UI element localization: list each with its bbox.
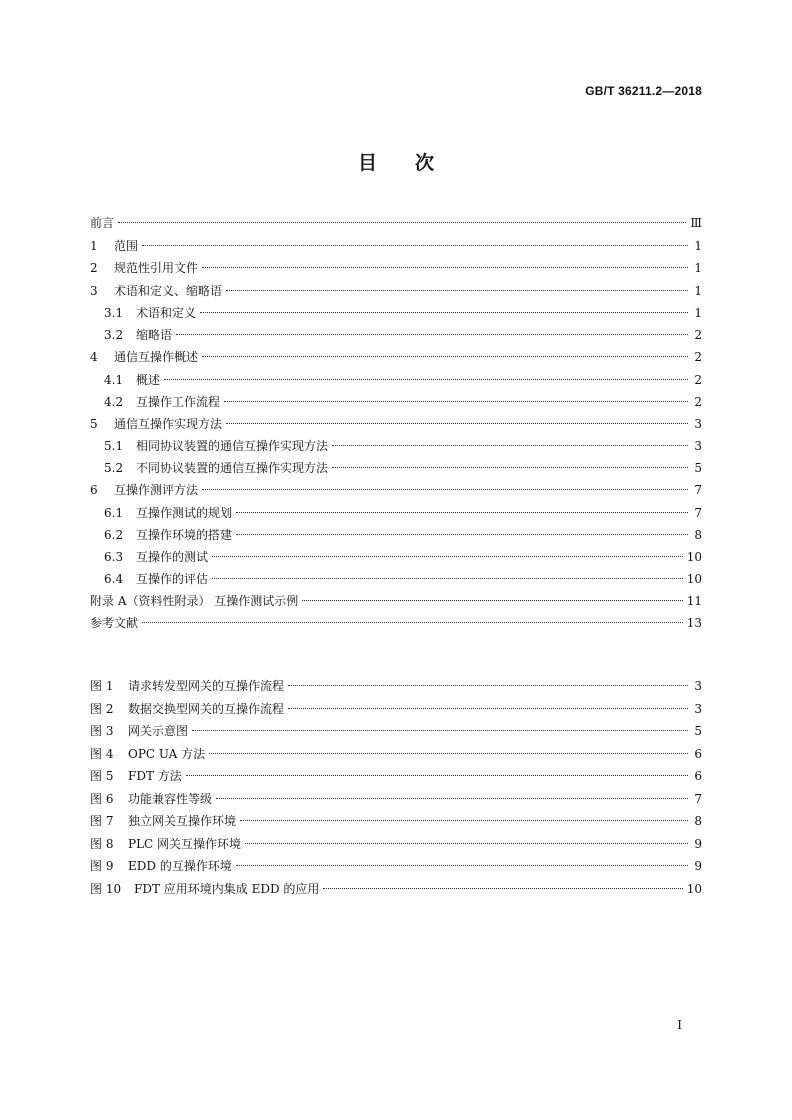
- dot-leader: [236, 534, 688, 535]
- toc-entry-number: 2: [90, 261, 98, 275]
- toc-entry-label: 规范性引用文件: [114, 261, 199, 275]
- dot-leader: [118, 222, 686, 223]
- toc-entry[interactable]: [90, 435, 702, 457]
- figure-entry[interactable]: [90, 765, 702, 788]
- figure-entry[interactable]: [90, 810, 702, 833]
- toc-entry-label: 前言: [90, 216, 115, 230]
- dot-leader: [236, 865, 688, 866]
- figure-entry[interactable]: [90, 855, 702, 878]
- toc-entry-label: 不同协议装置的通信互操作实现方法: [136, 461, 329, 475]
- toc-entry-page: 11: [686, 593, 702, 608]
- toc-entry[interactable]: [90, 235, 702, 258]
- toc-entry-number: 图 9: [90, 859, 114, 873]
- figure-entry[interactable]: [90, 743, 702, 766]
- toc-entry-number: 5: [90, 416, 98, 431]
- toc-entry-page: 6: [694, 769, 702, 783]
- toc-entry-number: 图 2: [90, 701, 114, 716]
- toc-entry-number: 4.2: [104, 394, 124, 409]
- dot-leader: [212, 556, 683, 557]
- toc-entry-number: 4.1: [104, 372, 124, 387]
- toc-entry-page: 8: [694, 814, 702, 828]
- toc-entry-page: 9: [694, 859, 702, 873]
- toc-entry-page: 1: [694, 238, 702, 253]
- toc-entry-number: 5.1: [104, 439, 124, 453]
- toc-entry-label: 范围: [114, 238, 139, 253]
- toc-entry-page: 2: [694, 372, 702, 387]
- toc-entry[interactable]: [90, 257, 702, 280]
- dot-leader: [288, 708, 688, 709]
- dot-leader: [332, 445, 688, 446]
- dot-leader: [200, 312, 688, 313]
- toc-entry-label: 术语和定义、缩略语: [114, 283, 223, 298]
- figure-list: [90, 675, 702, 900]
- toc-entry-label: 通信互操作实现方法: [114, 416, 223, 431]
- dot-leader: [164, 379, 688, 380]
- toc-entry-label: OPC UA 方法: [128, 746, 206, 761]
- toc-entry[interactable]: [90, 612, 702, 635]
- toc-entry-number: 图 4: [90, 746, 114, 761]
- toc-entry-page: 10: [686, 549, 702, 564]
- toc-entry-number: 图 7: [90, 814, 114, 828]
- figure-entry[interactable]: [90, 833, 702, 856]
- toc-entry-page: 7: [694, 505, 702, 520]
- toc-entry-number: 图 3: [90, 724, 114, 738]
- standard-code: GB/T 36211.2—2018: [585, 84, 702, 98]
- toc-entry[interactable]: [90, 212, 702, 235]
- figure-entry[interactable]: [90, 720, 702, 743]
- figure-entry[interactable]: [90, 788, 702, 811]
- toc-entry[interactable]: [90, 324, 702, 346]
- figure-entry[interactable]: [90, 878, 702, 901]
- dot-leader: [202, 267, 688, 268]
- toc-entry-number: 3.1: [104, 306, 124, 320]
- toc-entry-page: 1: [694, 283, 702, 298]
- dot-leader: [209, 753, 688, 754]
- dot-leader: [323, 888, 682, 889]
- figure-entry[interactable]: [90, 698, 702, 721]
- dot-leader: [176, 334, 688, 335]
- toc-entry[interactable]: [90, 346, 702, 369]
- toc-entry-page: 2: [694, 350, 702, 364]
- toc-entry-label: 请求转发型网关的互操作流程: [128, 679, 285, 693]
- toc-entry-number: 1: [90, 238, 98, 253]
- toc-entry-label: 相同协议装置的通信互操作实现方法: [136, 439, 329, 453]
- toc-entry-page: 3: [694, 679, 702, 693]
- toc-entry-page: 1: [694, 306, 702, 320]
- toc-entry-page: 10: [686, 881, 702, 896]
- dot-leader: [202, 489, 688, 490]
- toc-entry-page: 5: [694, 461, 702, 475]
- toc-entry-label: 术语和定义: [136, 306, 197, 320]
- toc-entry-label: 参考文献: [90, 616, 139, 630]
- toc-entry-page: 9: [694, 836, 702, 851]
- toc-entry-number: 5.2: [104, 461, 124, 475]
- toc-entry-number: 图 10: [90, 881, 122, 896]
- dot-leader: [332, 467, 688, 468]
- toc-entry-label: 互操作测评方法: [114, 483, 199, 497]
- toc-entry[interactable]: [90, 280, 702, 303]
- toc-entry-number: 6.1: [104, 505, 124, 520]
- toc-entry-number: 6.2: [104, 527, 124, 542]
- dot-leader: [186, 775, 688, 776]
- toc-entry-page: 1: [694, 261, 702, 275]
- toc-entry-number: 6.3: [104, 549, 124, 564]
- footer-page-number: I: [677, 1018, 682, 1032]
- toc-entry-number: 4: [90, 350, 98, 364]
- toc-entry-label: 互操作工作流程: [136, 394, 221, 409]
- dot-leader: [212, 578, 683, 579]
- toc-entry-page: 13: [686, 616, 702, 630]
- toc-entry[interactable]: [90, 502, 702, 524]
- toc-entry-label: 独立网关互操作环境: [128, 814, 237, 828]
- title-char-1: 目: [357, 152, 377, 174]
- dot-leader: [216, 798, 688, 799]
- toc-entry-number: 图 5: [90, 769, 114, 783]
- toc-entry[interactable]: [90, 369, 702, 391]
- toc-entry[interactable]: [90, 546, 702, 568]
- dot-leader: [192, 730, 688, 731]
- toc-entry-page: 2: [694, 328, 702, 342]
- toc-entry-number: 6.4: [104, 571, 124, 586]
- toc-entry-number: 3.2: [104, 328, 124, 342]
- toc-entry-label: 数据交换型网关的互操作流程: [128, 701, 285, 716]
- toc-entry-label: PLC 网关互操作环境: [128, 836, 242, 851]
- toc-entry-label: EDD 的互操作环境: [128, 859, 232, 873]
- toc-entry-label: FDT 应用环境内集成 EDD 的应用: [134, 881, 320, 896]
- toc-entry[interactable]: [90, 391, 702, 413]
- toc-entry-page: 8: [694, 527, 702, 542]
- toc-entry-number: 图 6: [90, 791, 114, 806]
- toc-entry-page: 10: [686, 571, 702, 586]
- toc-entry-label: 互操作的评估: [136, 571, 209, 586]
- toc-entry-page: 7: [694, 791, 702, 806]
- toc-entry-page: 5: [694, 724, 702, 738]
- dot-leader: [226, 423, 688, 424]
- dot-leader: [142, 245, 688, 246]
- toc-entry[interactable]: [90, 524, 702, 546]
- toc-entry-label: 互操作测试的规划: [136, 505, 233, 520]
- figure-entry[interactable]: [90, 675, 702, 698]
- toc-entry[interactable]: [90, 479, 702, 502]
- toc-entry-label: 缩略语: [136, 328, 173, 342]
- dot-leader: [202, 356, 688, 357]
- toc-entry-number: 3: [90, 283, 98, 298]
- toc-entry-label: 网关示意图: [128, 724, 189, 738]
- toc-entry-label: 互操作的测试: [136, 549, 209, 564]
- toc-entry[interactable]: [90, 413, 702, 436]
- dot-leader: [288, 685, 688, 686]
- table-of-contents: [90, 212, 702, 635]
- toc-entry-label: 功能兼容性等级: [128, 791, 213, 806]
- toc-entry-label: 通信互操作概述: [114, 350, 199, 364]
- toc-entry-label: 互操作环境的搭建: [136, 527, 233, 542]
- toc-entry-number: 6: [90, 483, 98, 497]
- page-title: [0, 148, 792, 175]
- toc-entry[interactable]: [90, 302, 702, 324]
- toc-entry-number: 图 1: [90, 679, 114, 693]
- dot-leader: [226, 290, 688, 291]
- toc-entry-label: 概述: [136, 372, 161, 387]
- toc-entry[interactable]: [90, 590, 702, 613]
- toc-entry-page: 2: [694, 394, 702, 409]
- toc-entry-page: Ⅲ: [690, 216, 702, 230]
- toc-entry-page: 6: [694, 746, 702, 761]
- toc-entry-page: 7: [694, 483, 702, 497]
- dot-leader: [224, 401, 688, 402]
- toc-entry[interactable]: [90, 568, 702, 590]
- toc-entry-label: 附录 A（资料性附录） 互操作测试示例: [90, 593, 299, 608]
- toc-entry-label: FDT 方法: [128, 769, 182, 783]
- toc-entry[interactable]: [90, 457, 702, 479]
- title-char-2: 次: [415, 152, 435, 174]
- toc-entry-number: 图 8: [90, 836, 114, 851]
- dot-leader: [302, 600, 682, 601]
- dot-leader: [240, 820, 688, 821]
- toc-entry-page: 3: [694, 701, 702, 716]
- dot-leader: [142, 622, 683, 623]
- dot-leader: [245, 843, 688, 844]
- toc-entry-page: 3: [694, 416, 702, 431]
- dot-leader: [236, 512, 688, 513]
- toc-entry-page: 3: [694, 439, 702, 453]
